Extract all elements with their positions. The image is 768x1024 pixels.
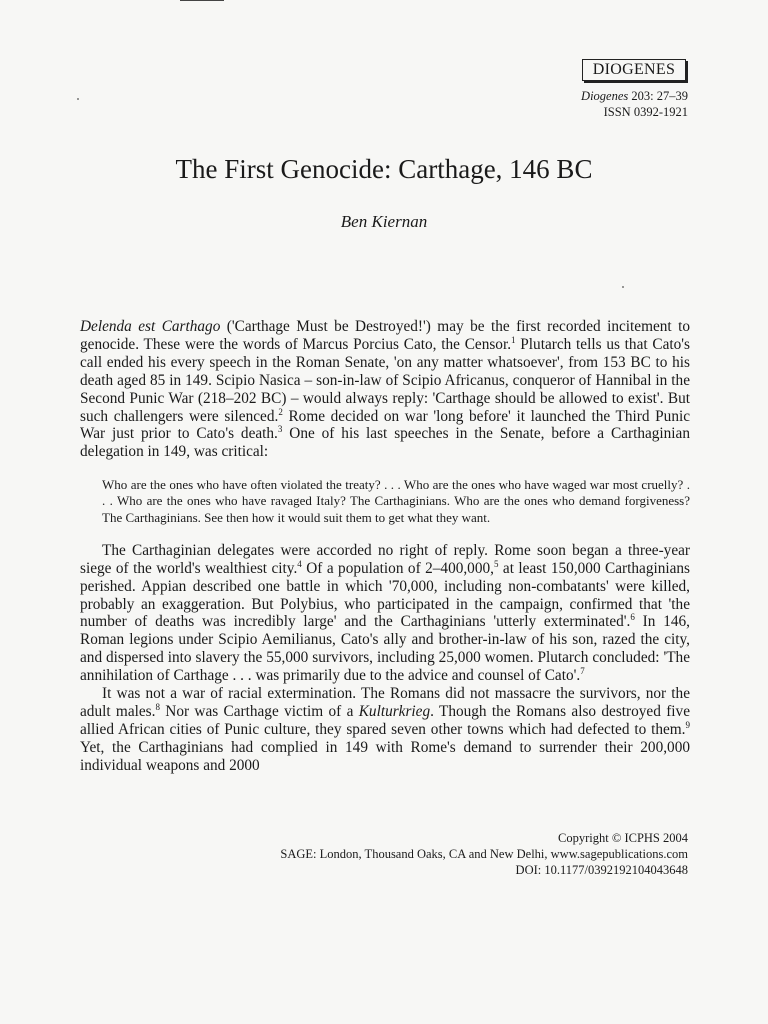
text-run: Yet, the Carthaginians had complied in 149 with Rome's demand to surrender their 200,000 individual weapons and 2000 [80, 738, 690, 774]
footnote-ref[interactable]: 8 [155, 701, 160, 712]
latin-phrase: Delenda est Carthago [80, 318, 221, 335]
footnote-ref[interactable]: 5 [493, 558, 499, 569]
text-run: It was not a war of racial extermination. The Romans did not massacre the survivors, nor the adult males. [80, 685, 690, 721]
doi-line: DOI: 10.1177/0392192104043648 [515, 863, 688, 877]
text-run: One of his last speeches in the Senate, before a Carthaginian delegation in 149, was critical: [80, 425, 690, 461]
article-body [80, 318, 690, 775]
publisher-line: SAGE: London, Thousand Oaks, CA and New Delhi, www.sagepublications.com [280, 847, 688, 861]
text-run: Nor was Carthage victim of a [159, 703, 359, 721]
scan-speck [77, 98, 79, 100]
publication-footer [280, 830, 688, 878]
paragraph-3 [80, 685, 690, 775]
paragraph-1 [80, 318, 690, 461]
text-run: ('Carthage Must be Destroyed!') may be the first recorded incitement to genocide. These were the words of Marcus Porcius Cato, the Censor. [80, 318, 690, 353]
journal-name-box: DIOGENES [582, 59, 686, 81]
journal-issn: ISSN 0392-1921 [603, 105, 688, 119]
text-run: Of a population of 2–400,000, [301, 559, 494, 577]
italic-term: Kulturkrieg [358, 703, 431, 721]
footnote-ref[interactable]: 6 [630, 612, 635, 623]
top-rule [180, 0, 224, 1]
journal-citation [581, 88, 688, 120]
footnote-ref[interactable]: 2 [278, 406, 283, 417]
paragraph-2 [80, 542, 690, 685]
text-run: . Though the Romans also destroyed five allied African cities of Punic culture, they spared seven other towns which had defected to them. [80, 703, 690, 738]
footnote-ref[interactable]: 4 [297, 558, 302, 569]
text-run: Rome decided on war 'long before' it launched the Third Punic War just prior to Cato's death. [80, 407, 691, 443]
text-run: In 146, Roman legions under Scipio Aemilianus, Cato's ally and brother-in-law of his son, razed the city, and dispersed into slavery the 55,000 survivors, including 25,000 women. Plutarch concluded: 'The annihilation of Carthage . . . was primarily due to the advice and counsel of Cato'. [80, 613, 690, 685]
footnote-ref[interactable]: 3 [277, 424, 283, 435]
footnote-ref[interactable]: 7 [580, 666, 585, 677]
text-run: Plutarch tells us that Cato's call ended his every speech in the Roman Senate, 'on any matter whatsoever', from 153 BC to his death aged 85 in 149. Scipio Nasica – son-in-law of Scipio Africanus, conqueror of Hannibal in the Second Punic War (218–202 BC) – would always reply: 'Carthage should be allowed to exist'. But such challengers were silenced. [80, 335, 690, 425]
block-quote: Who are the ones who have often violated the treaty? . . . Who are the ones who have waged war most cruelly? . . . Who are the ones who have ravaged Italy? The Carthaginians. Who are the ones who demand forgiveness? The Carthaginians. See then how it would suit them to get what they want. [102, 477, 690, 525]
text-run: at least 150,000 Carthaginians perished. Appian described one battle in which '70,000, including non-combatants' were killed, probably an exaggeration. But Polybius, who participated in the campaign, confirmed that 'the number of deaths was incredibly large' and the Carthaginians 'utterly exterminated'. [80, 559, 691, 631]
copyright-line: Copyright © ICPHS 2004 [558, 831, 688, 845]
scan-speck [622, 286, 624, 288]
journal-volume-pages [581, 88, 688, 104]
article-title: The First Genocide: Carthage, 146 BC [175, 154, 593, 184]
footnote-ref[interactable]: 1 [511, 334, 516, 345]
journal-cite-name: Diogenes [581, 89, 629, 103]
footnote-ref[interactable]: 9 [685, 719, 690, 730]
article-author: Ben Kiernan [340, 212, 428, 231]
journal-cite-range: 203: 27–39 [631, 89, 688, 103]
text-run: The Carthaginian delegates were accorded no right of reply. Rome soon began a three-year siege of the world's wealthiest city. [80, 541, 690, 577]
